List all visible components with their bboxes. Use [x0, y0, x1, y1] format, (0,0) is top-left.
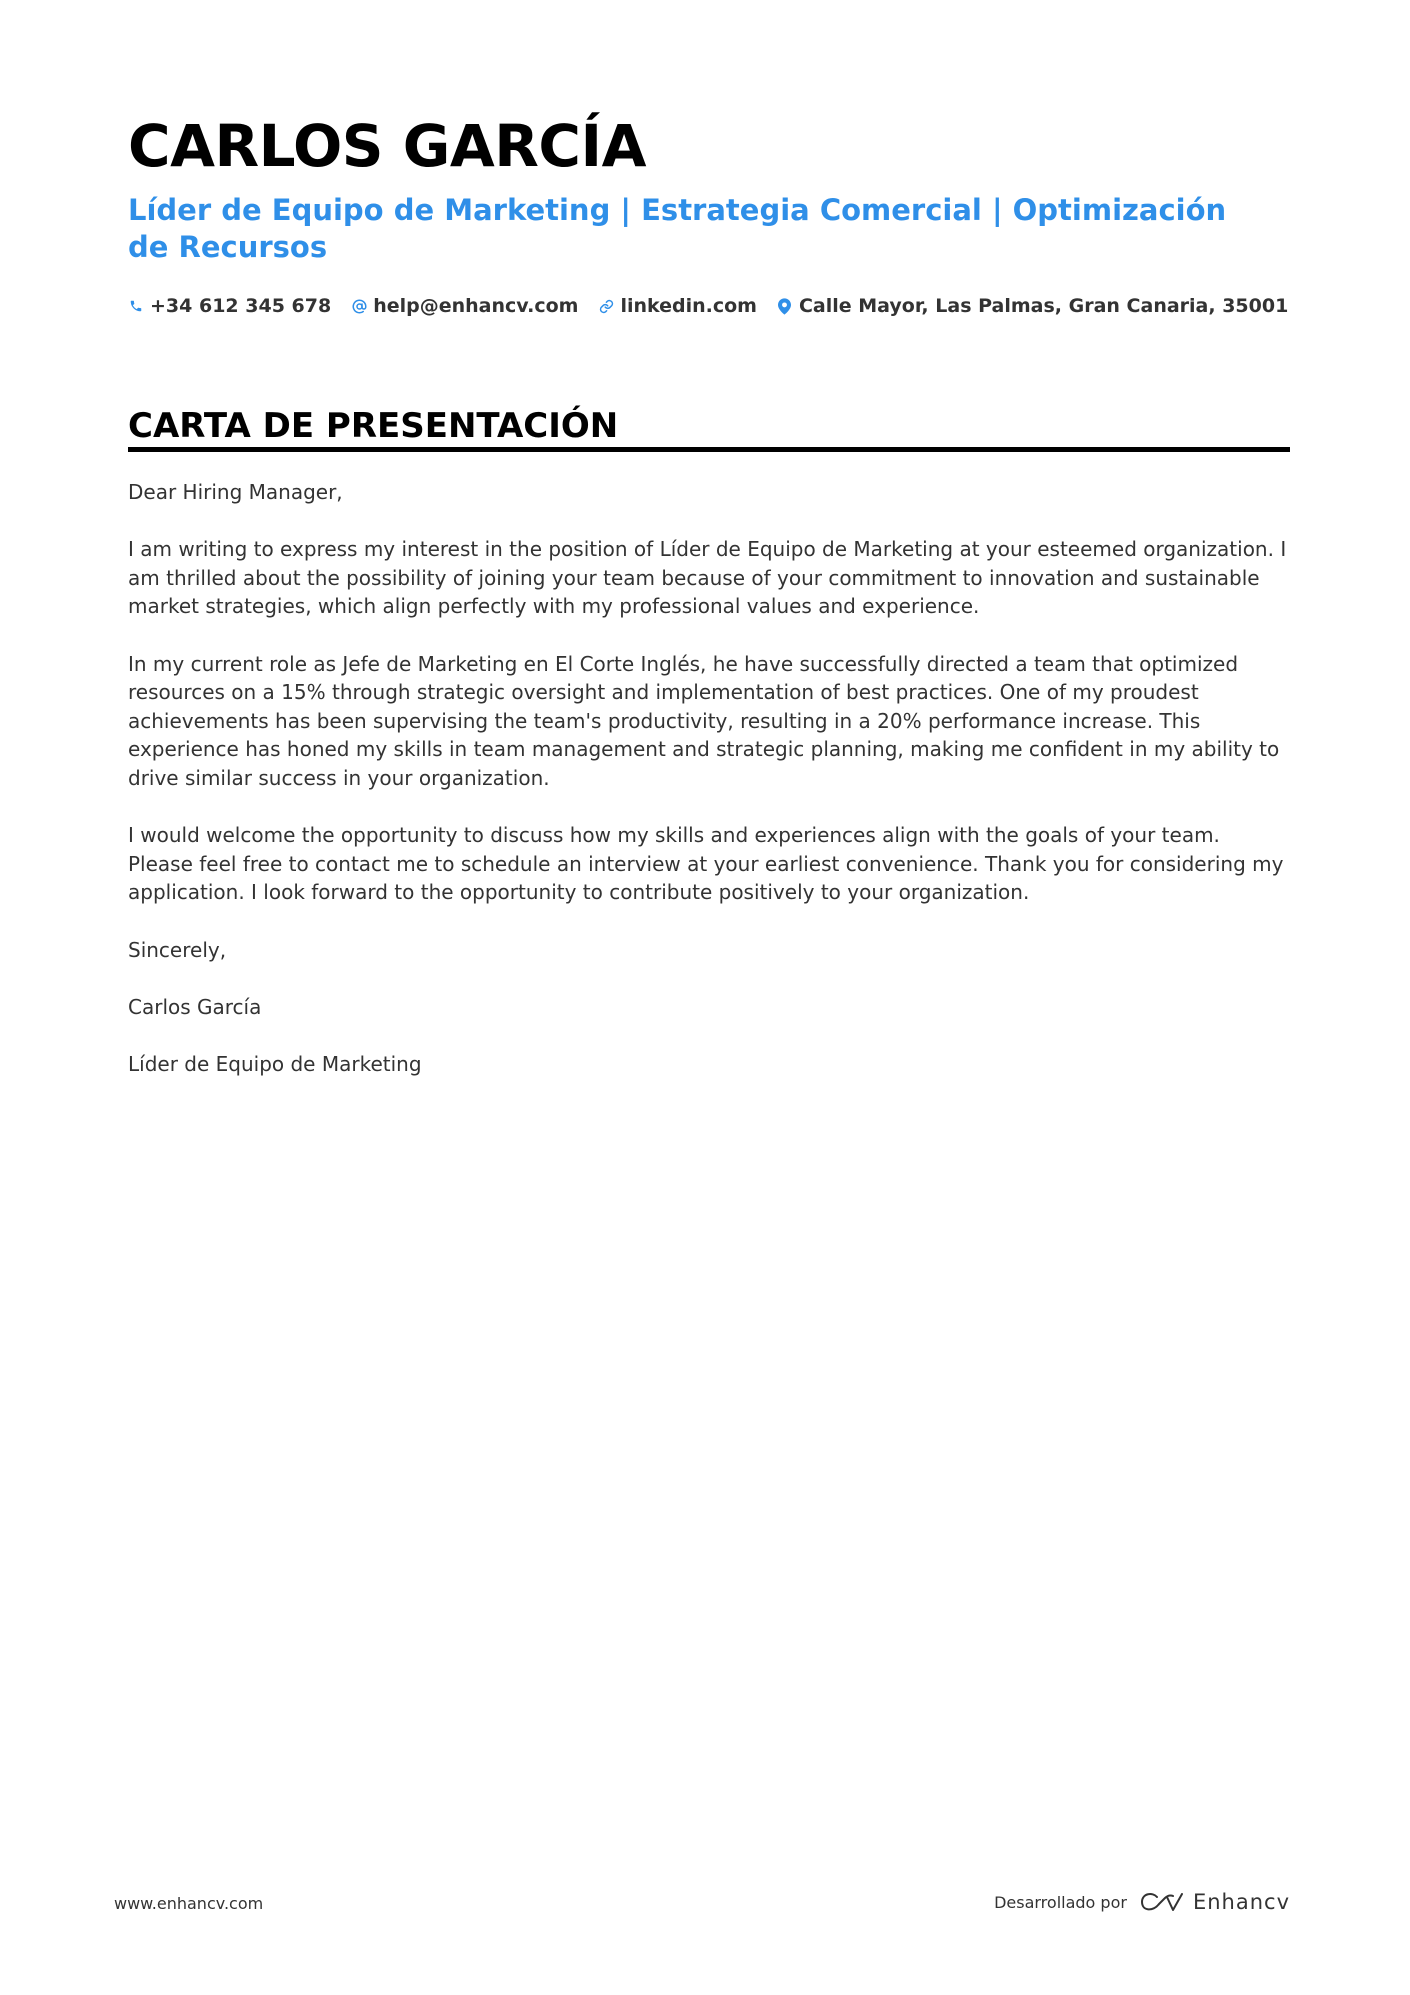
address-text: Calle Mayor, Las Palmas, Gran Canaria, 35001: [798, 295, 1289, 317]
letter-greeting: Dear Hiring Manager,: [128, 480, 343, 504]
letter-paragraph-1: I am writing to express my interest in the position of Líder de Equipo de Marketing at your esteemed organization. I am thrilled about the possibility of joining your team because of your commitment to innovation and sustainable market strategies, which align perfectly with my professional values and experience.: [128, 537, 1287, 619]
website-text[interactable]: linkedin.com: [620, 295, 757, 317]
contact-website: [598, 295, 757, 317]
brand-name: Enhancv: [1192, 1890, 1290, 1914]
footer-branding: [994, 1884, 1290, 1920]
letter-closing: Sincerely,: [128, 937, 227, 962]
phone-icon: [128, 296, 144, 316]
letter-paragraph-2: In my current role as Jefe de Marketing en El Corte Inglés, he have successfully directed a team that optimized resources on a 15% through strategic oversight and implementation of best practices. One of my proudest achievements has been supervising the team's productivity, resulting in a 20% performance increase. This experience has honed my skills in team management and strategic planning, making me confident in my ability to drive similar success in your organization.: [128, 651, 1280, 790]
contact-email: [351, 295, 578, 317]
at-icon: [351, 296, 367, 316]
signature-title: Líder de Equipo de Marketing: [128, 1051, 422, 1076]
powered-by-label: Desarrollado por: [994, 1892, 1127, 1912]
footer-website[interactable]: www.enhancv.com: [114, 1894, 264, 1913]
candidate-headline: Líder de Equipo de Marketing | Estrategia Comercial | Optimización de Recursos: [128, 193, 1227, 264]
email-text[interactable]: help@enhancv.com: [373, 295, 579, 317]
contact-phone: [128, 295, 331, 317]
signature-name: Carlos García: [128, 994, 262, 1019]
contact-address: [777, 295, 1288, 317]
location-pin-icon: [777, 296, 793, 316]
link-icon: [598, 296, 614, 316]
enhancv-logo-icon: [1139, 1890, 1185, 1914]
letter-paragraph-3: I would welcome the opportunity to discuss how my skills and experiences align with the goals of your team. Please feel free to contact me to schedule an interview at your earliest convenience. Thank you for considering my application. I look forward to the opportunity to contribute positively to your organization.: [128, 823, 1284, 905]
phone-text: +34 612 345 678: [150, 295, 332, 317]
letter-body: [128, 478, 1288, 1107]
section-divider: [128, 447, 1290, 452]
section-title: CARTA DE PRESENTACIÓN: [128, 406, 619, 446]
candidate-name: CARLOS GARCÍA: [128, 112, 646, 180]
contact-bar: [128, 292, 1288, 320]
